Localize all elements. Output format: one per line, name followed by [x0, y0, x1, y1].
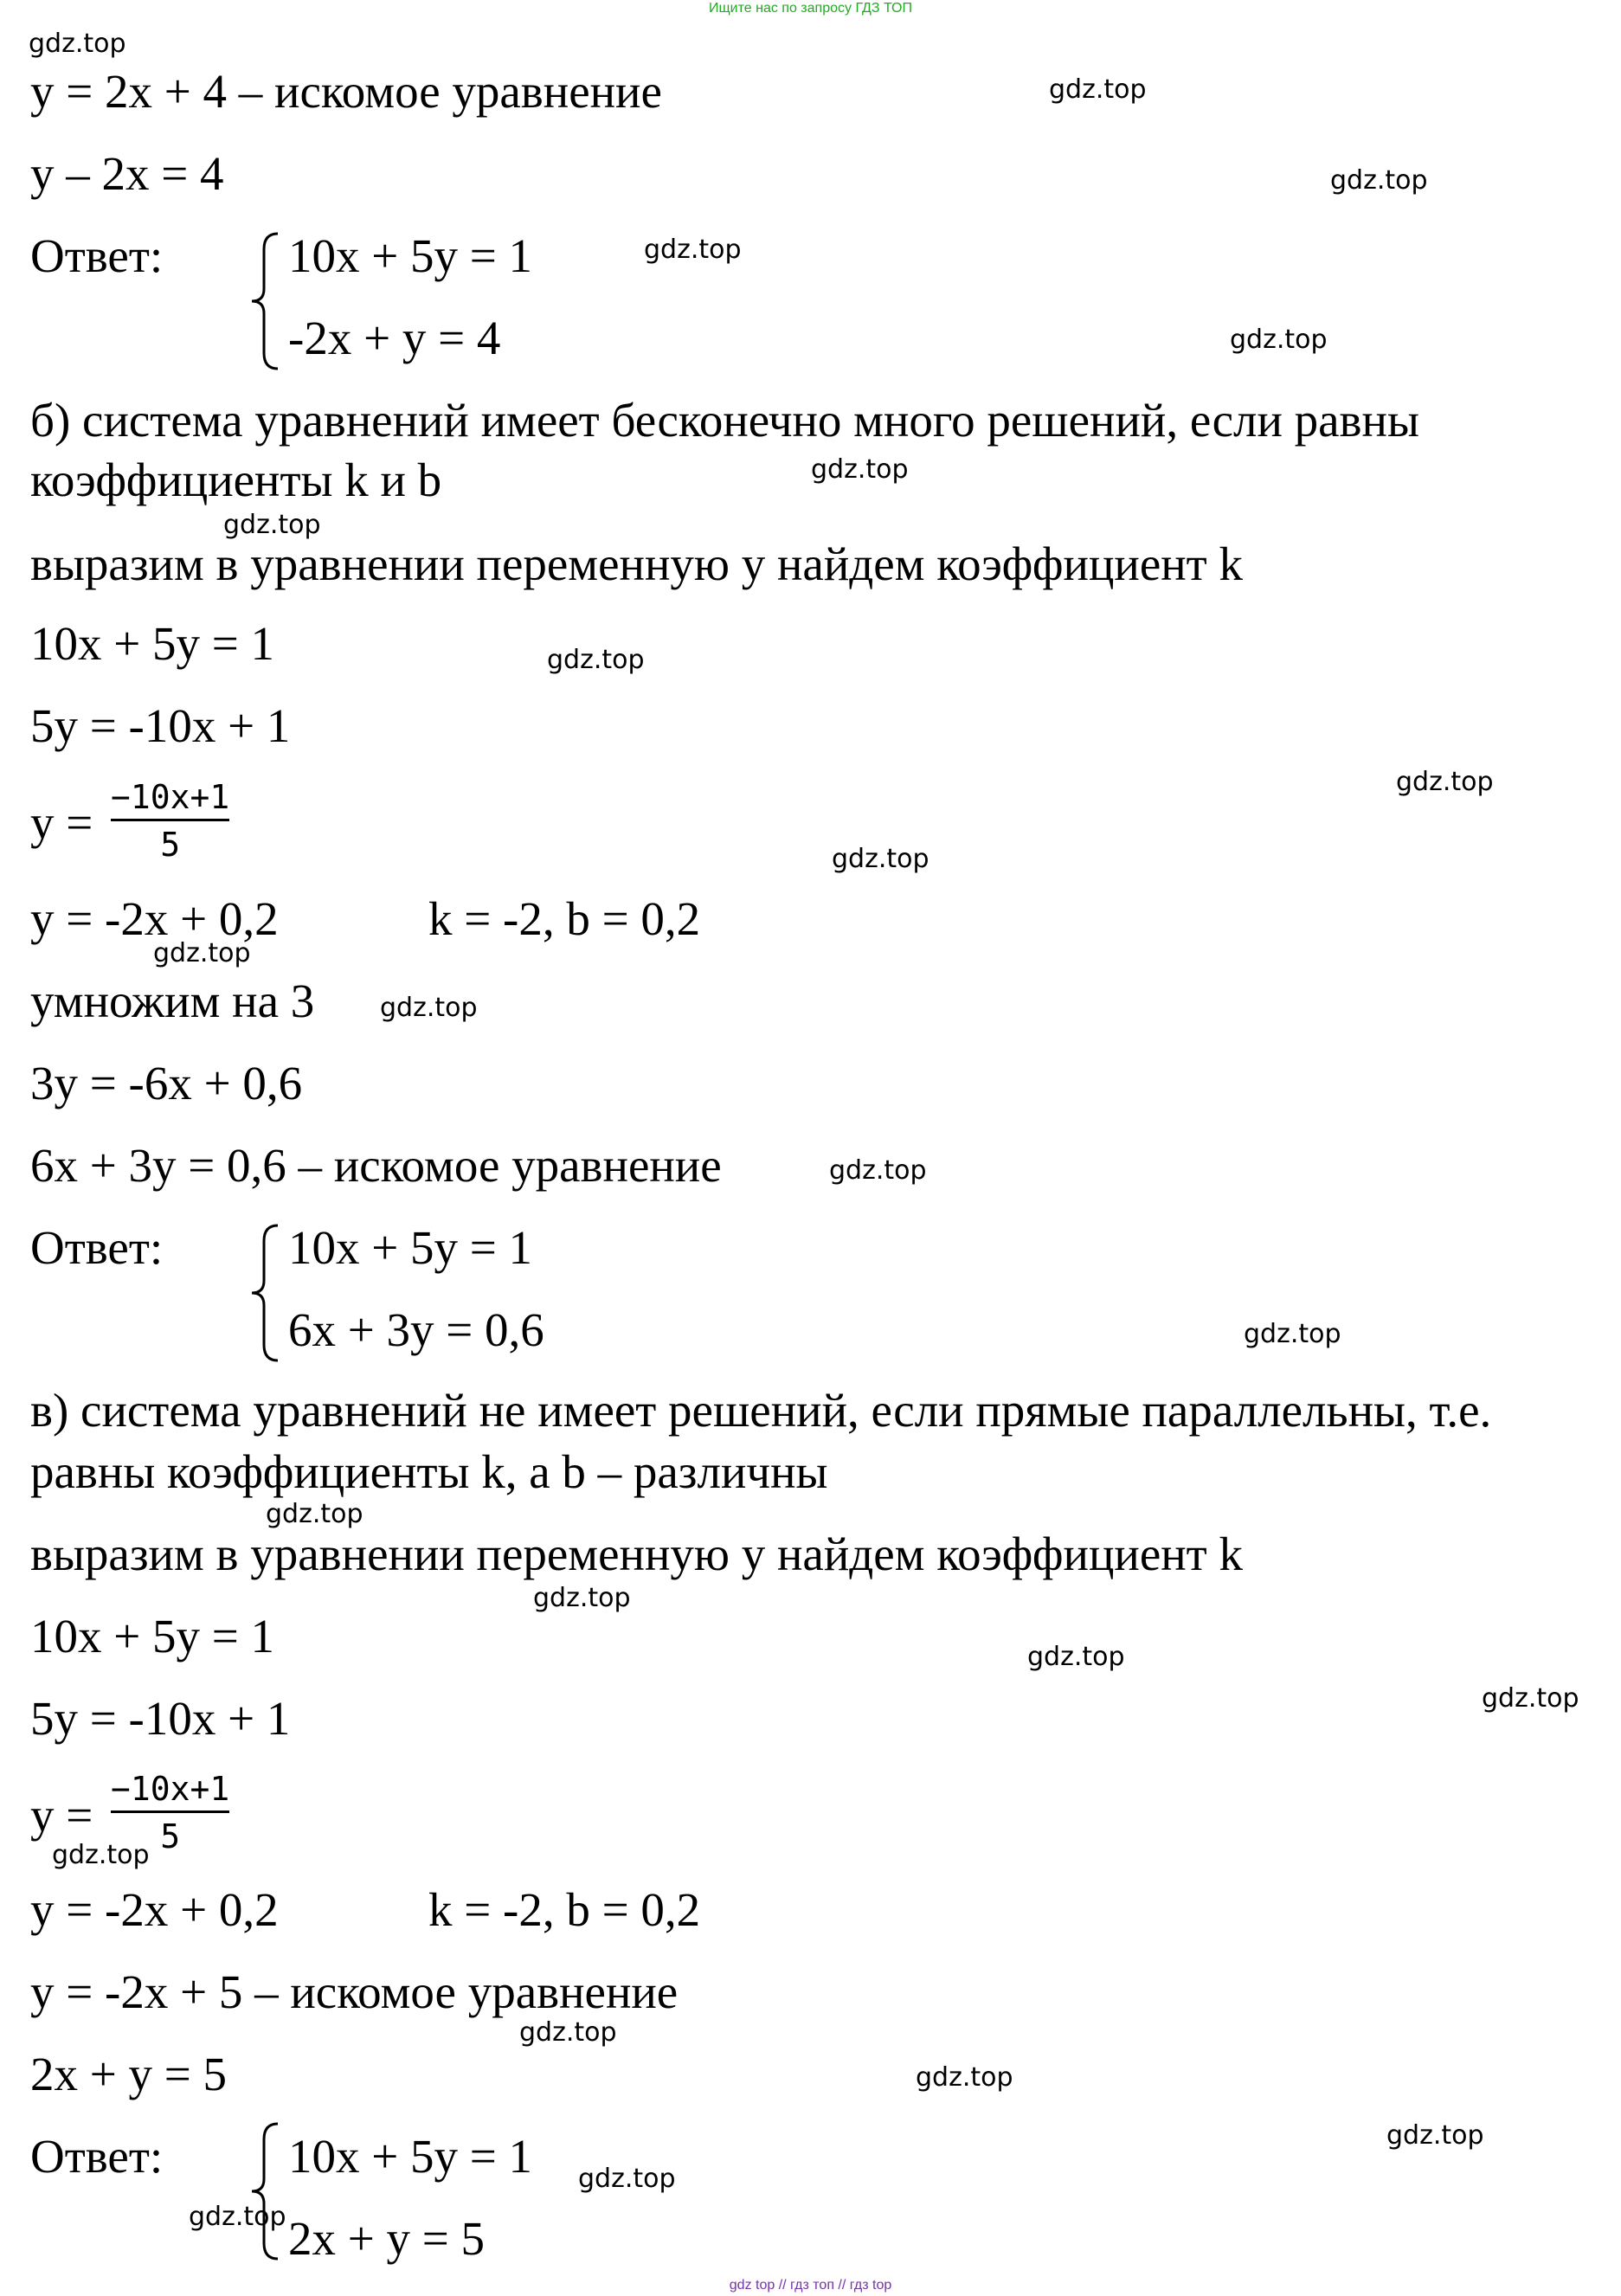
- equation-line: y = -2x + 0,2: [30, 1883, 279, 1936]
- equation-line: 10x + 5y = 1: [30, 617, 275, 670]
- watermark: gdz.top: [1482, 1683, 1579, 1714]
- equation-line: 10x + 5y = 1: [30, 1610, 275, 1663]
- condition-text: в) система уравнений не имеет решений, если прямые параллельны, т.е.: [30, 1384, 1492, 1437]
- instruction-text: умножим на 3: [30, 974, 315, 1027]
- watermark: gdz.top: [52, 1840, 150, 1870]
- fraction-denominator: 5: [160, 826, 181, 864]
- watermark: gdz.top: [1049, 74, 1147, 105]
- coefficients: k = -2, b = 0,2: [428, 892, 701, 945]
- fraction-numerator: −10x+1: [111, 1770, 230, 1808]
- watermark: gdz.top: [1396, 767, 1494, 797]
- system-equation: 2x + y = 5: [288, 2212, 486, 2265]
- equation-prefix: y =: [30, 1789, 93, 1842]
- watermark: gdz.top: [547, 645, 645, 675]
- watermark: gdz.top: [1330, 165, 1428, 196]
- system-equation: -2x + y = 4: [288, 312, 501, 364]
- equation-line: y – 2x = 4: [30, 147, 224, 200]
- equation-line: y = 2x + 4 – искомое уравнение: [30, 65, 662, 118]
- watermark: gdz.top: [153, 938, 251, 968]
- watermark: gdz.top: [1244, 1319, 1341, 1349]
- answer-label: Ответ:: [30, 229, 164, 282]
- watermark: gdz.top: [578, 2164, 676, 2194]
- equation-line: y = -2x + 5 – искомое уравнение: [30, 1965, 679, 2018]
- bottom-banner[interactable]: gdz top // гдз топ // гдз top: [729, 2278, 892, 2293]
- watermark: gdz.top: [1386, 2120, 1484, 2151]
- watermark: gdz.top: [519, 2017, 617, 2048]
- fraction-bar: [111, 819, 229, 821]
- equation-line: 6x + 3y = 0,6 – искомое уравнение: [30, 1139, 722, 1192]
- fraction: [111, 778, 230, 864]
- instruction-text: выразим в уравнении переменную y найдем коэффициент k: [30, 1527, 1243, 1580]
- equation-line: 3y = -6x + 0,6: [30, 1057, 303, 1109]
- condition-text: равны коэффициенты k, а b – различны: [30, 1445, 828, 1498]
- fraction-bar: [111, 1810, 229, 1813]
- answer-label: Ответ:: [30, 1221, 164, 1274]
- watermark: gdz.top: [189, 2202, 286, 2232]
- watermark: gdz.top: [1230, 325, 1328, 355]
- equation-line: y = -2x + 0,2: [30, 892, 279, 945]
- system-brace: [247, 1224, 281, 1362]
- watermark: gdz.top: [29, 29, 126, 59]
- answer-label: Ответ:: [30, 2130, 164, 2183]
- watermark: gdz.top: [811, 454, 909, 485]
- system-equation: 10x + 5y = 1: [288, 2130, 533, 2183]
- watermark: gdz.top: [1027, 1642, 1125, 1672]
- condition-text: коэффициенты k и b: [30, 453, 442, 506]
- system-brace: [247, 232, 281, 370]
- system-equation: 6x + 3y = 0,6: [288, 1303, 544, 1356]
- watermark: gdz.top: [533, 1583, 631, 1613]
- watermark: gdz.top: [266, 1499, 363, 1529]
- watermark: gdz.top: [223, 510, 321, 540]
- equation-prefix: y =: [30, 796, 93, 849]
- condition-text: б) система уравнений имеет бесконечно много решений, если равны: [30, 394, 1419, 447]
- watermark: gdz.top: [832, 844, 930, 874]
- equation-line: 2x + y = 5: [30, 2048, 228, 2100]
- watermark: gdz.top: [916, 2062, 1013, 2093]
- system-brace: [247, 2122, 281, 2261]
- watermark: gdz.top: [644, 235, 742, 265]
- coefficients: k = -2, b = 0,2: [428, 1883, 701, 1936]
- fraction-numerator: −10x+1: [111, 778, 230, 816]
- system-equation: 10x + 5y = 1: [288, 1221, 533, 1274]
- watermark: gdz.top: [380, 993, 478, 1023]
- fraction-denominator: 5: [160, 1817, 181, 1855]
- equation-line: 5y = -10x + 1: [30, 699, 291, 752]
- system-equation: 10x + 5y = 1: [288, 229, 533, 282]
- instruction-text: выразим в уравнении переменную y найдем коэффициент k: [30, 537, 1243, 590]
- watermark: gdz.top: [829, 1155, 927, 1186]
- top-banner[interactable]: Ищите нас по запросу ГДЗ ТОП: [709, 1, 912, 16]
- equation-line: 5y = -10x + 1: [30, 1692, 291, 1745]
